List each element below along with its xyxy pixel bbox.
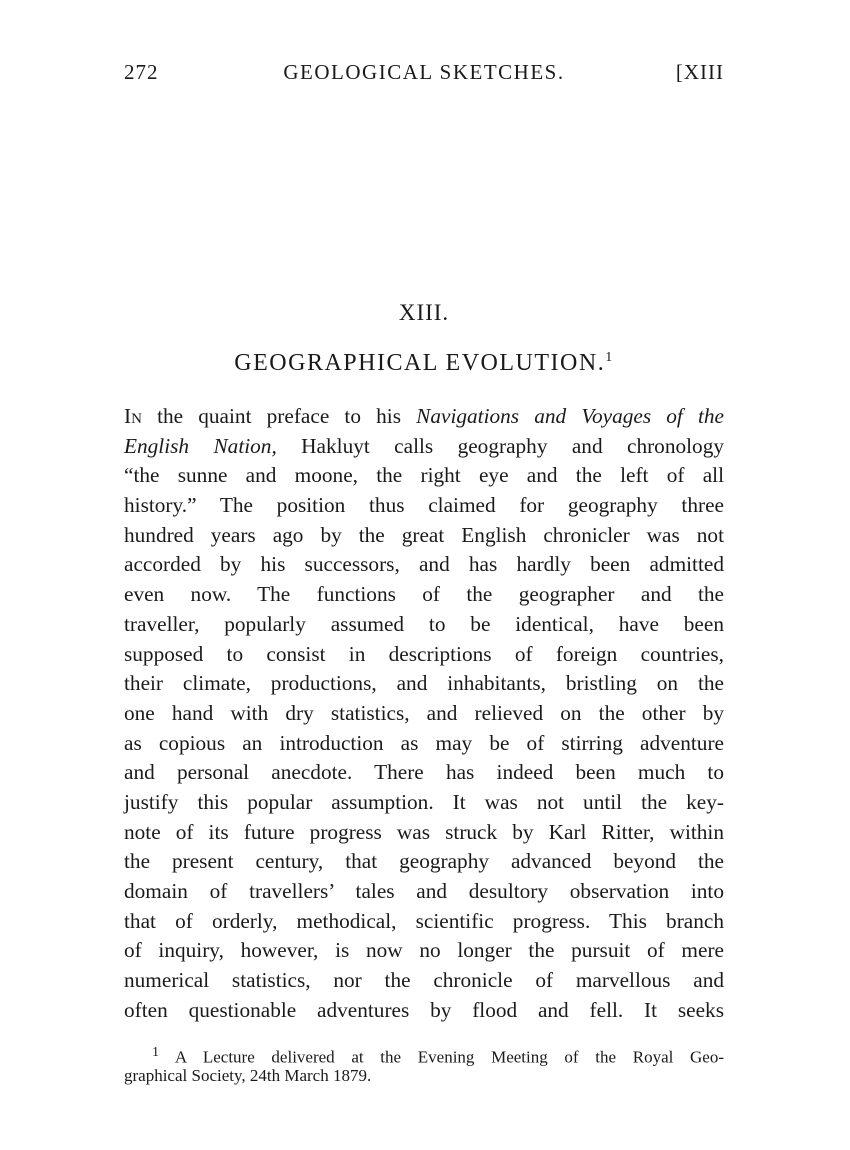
text-line — [124, 818, 724, 848]
text-line — [124, 729, 724, 759]
text-run: numerical statistics, nor the chronicle of marvellous and — [124, 968, 724, 993]
chapter-reference: [XIII — [675, 60, 724, 84]
text-line — [124, 521, 724, 551]
chapter-number: XIII. — [398, 300, 450, 325]
text-run: often questionable adventures by flood and fell. It seeks — [124, 997, 724, 1022]
text-line — [124, 699, 724, 729]
text-line — [124, 402, 724, 432]
text-run: the present century, that geography advanced beyond the — [124, 849, 724, 874]
text-line — [124, 877, 724, 907]
drop-lead-word: In — [124, 404, 142, 428]
footnote-marker: 1 — [152, 1044, 160, 1060]
chapter-title — [124, 350, 724, 377]
text-run: the quaint preface to his — [141, 404, 417, 428]
italic-title-run: Navigations and Voyages of the — [416, 404, 724, 428]
text-line — [124, 907, 724, 937]
italic-title-run: English Nation, — [124, 433, 277, 458]
footnote-reference: 1 — [605, 350, 614, 365]
text-run: even now. The functions of the geographer and the — [124, 582, 724, 607]
text-run: accorded by his successors, and has hardly been admitted — [124, 552, 724, 577]
text-run: one hand with dry statistics, and relieved on the other by — [124, 700, 724, 725]
text-line — [124, 550, 724, 580]
text-run: history.” The position thus claimed for geography three — [124, 493, 724, 518]
text-line — [124, 491, 724, 521]
text-line — [124, 847, 724, 877]
text-run: traveller, popularly assumed to be identical, have been — [124, 611, 724, 636]
text-run: Hakluyt calls geography and chronology — [276, 433, 724, 458]
running-head — [124, 60, 724, 90]
text-line — [124, 936, 724, 966]
text-run: hundred years ago by the great English chronicler was not — [124, 522, 724, 547]
text-line — [124, 640, 724, 670]
footnote-text-1: A Lecture delivered at the Evening Meeting of the Royal Geo- — [174, 1047, 724, 1067]
text-run: supposed to consist in descriptions of foreign countries, — [124, 641, 724, 666]
page-number: 272 — [124, 60, 159, 84]
text-run: as copious an introduction as may be of stirring adventure — [124, 730, 724, 755]
text-line — [124, 996, 724, 1026]
body-paragraph — [124, 402, 724, 1025]
text-run: “the sunne and moone, the right eye and the left of all — [124, 463, 724, 488]
footnote — [124, 1040, 724, 1088]
text-line — [124, 788, 724, 818]
text-line — [124, 432, 724, 462]
chapter-title-text: GEOGRAPHICAL EVOLUTION. — [234, 350, 606, 376]
text-line — [124, 610, 724, 640]
text-line — [124, 669, 724, 699]
text-line — [124, 580, 724, 610]
text-run: domain of travellers’ tales and desultory observation into — [124, 879, 724, 903]
footnote-line-2: graphical Society, 24th March 1879. — [124, 1066, 372, 1085]
text-run: note of its future progress was struck by Karl Ritter, within — [124, 819, 724, 844]
text-run: their climate, productions, and inhabitants, bristling on the — [124, 671, 724, 696]
text-run: and personal anecdote. There has indeed been much to — [124, 760, 724, 785]
text-line — [124, 758, 724, 788]
text-line — [124, 461, 724, 491]
text-run: justify this popular assumption. It was not until the key- — [124, 789, 724, 814]
footnote-line-1 — [124, 1040, 724, 1067]
text-run: of inquiry, however, is now no longer the pursuit of mere — [124, 938, 724, 963]
text-line — [124, 966, 724, 996]
running-title: GEOLOGICAL SKETCHES. — [283, 60, 565, 84]
text-run: that of orderly, methodical, scientific progress. This branch — [124, 908, 724, 933]
